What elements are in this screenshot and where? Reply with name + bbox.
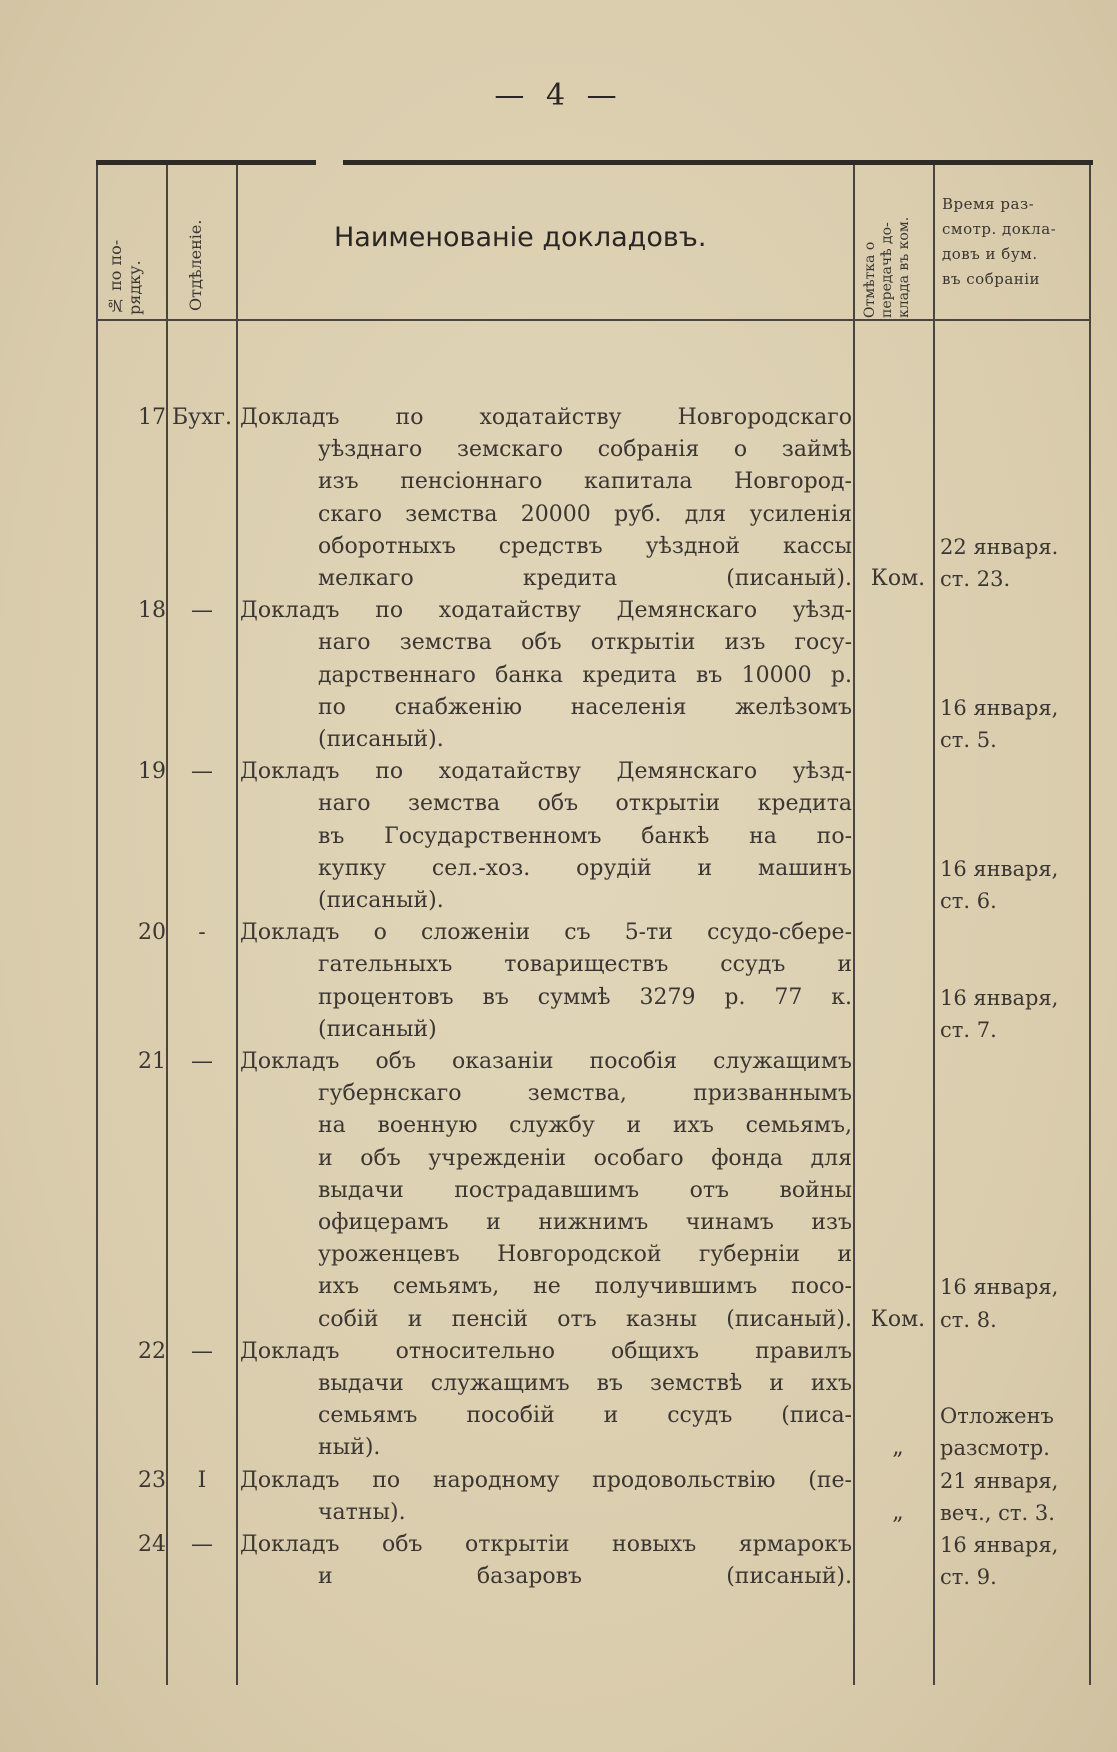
row-department: I bbox=[197, 1467, 207, 1493]
row-time: 16 января, bbox=[940, 985, 1059, 1010]
report-title-line: Докладъ по ходатайству Новгородскаго bbox=[240, 405, 852, 430]
report-title-line: ихъ семьямъ, не получившимъ посо- bbox=[318, 1274, 852, 1300]
header-num: № по по- рядку. bbox=[106, 239, 144, 315]
report-title-line: Докладъ объ оказаніи пособія служащимъ bbox=[240, 1049, 852, 1074]
header-mark: Отмѣтка о передачѣ до- клада въ ком. bbox=[862, 216, 912, 318]
row-time: 16 января, bbox=[940, 1533, 1059, 1557]
row-department: Бухг. bbox=[171, 405, 233, 430]
row-number: 23 bbox=[138, 1467, 166, 1493]
row-time: ст. 7. bbox=[940, 1017, 997, 1042]
report-title-line: (писаный) bbox=[318, 1016, 437, 1042]
report-title-line: мелкаго кредита (писаный). bbox=[318, 566, 852, 591]
report-title-line: наго земства объ открытіи изъ госу- bbox=[318, 630, 852, 656]
report-title-line: (писаный). bbox=[318, 727, 444, 752]
row-time: 16 января, bbox=[940, 1275, 1059, 1300]
row-time: веч., ст. 3. bbox=[940, 1500, 1055, 1525]
row-number: 24 bbox=[138, 1532, 166, 1557]
report-title-line: по снабженію населенія желѣзомъ bbox=[318, 694, 852, 720]
report-title-line: выдачи служащимъ въ земствѣ и ихъ bbox=[318, 1371, 852, 1396]
report-title-line: (писаный). bbox=[318, 888, 444, 913]
row-number: 18 bbox=[138, 598, 166, 624]
row-number: 21 bbox=[138, 1049, 166, 1074]
row-time: разсмотр. bbox=[940, 1436, 1050, 1461]
report-title-line: на военную службу и ихъ семьямъ, bbox=[318, 1113, 852, 1139]
report-title-line: Докладъ по народному продовольствію (пе- bbox=[240, 1467, 852, 1493]
report-title-line: офицерамъ и нижнимъ чинамъ изъ bbox=[318, 1210, 852, 1235]
row-committee-mark: Ком. bbox=[870, 1306, 926, 1332]
header-rule bbox=[96, 319, 1091, 321]
row-committee-mark: „ bbox=[892, 1435, 904, 1461]
report-title-line: ный). bbox=[318, 1435, 381, 1461]
row-number: 19 bbox=[138, 759, 166, 785]
row-time: ст. 5. bbox=[940, 728, 997, 752]
report-title-line: уѣзднаго земскаго собранія о займѣ bbox=[318, 437, 852, 463]
report-title-line: въ Государственномъ банкѣ на по- bbox=[318, 823, 852, 849]
row-department: — bbox=[191, 1049, 213, 1074]
header-title: Наименованіе докладовъ. bbox=[334, 222, 707, 253]
report-title-line: и объ учрежденіи особаго фонда для bbox=[318, 1145, 852, 1171]
row-time: Отложенъ bbox=[940, 1404, 1054, 1429]
row-department: - bbox=[198, 920, 206, 946]
page-number: — 4 — bbox=[494, 78, 623, 113]
report-title-line: процентовъ въ суммѣ 3279 р. 77 к. bbox=[318, 984, 852, 1010]
row-number: 20 bbox=[138, 920, 166, 946]
row-department: — bbox=[191, 598, 213, 624]
report-title-line: оборотныхъ средствъ уѣздной кассы bbox=[318, 533, 852, 559]
row-number: 17 bbox=[138, 405, 166, 430]
row-department: — bbox=[191, 759, 213, 785]
report-title-line: гательныхъ товариществъ ссудъ и bbox=[318, 952, 852, 978]
report-title-line: Докладъ по ходатайству Демянскаго уѣзд- bbox=[240, 759, 852, 785]
report-title-line: наго земства объ открытіи кредита bbox=[318, 791, 852, 817]
row-time: 22 января. bbox=[940, 534, 1059, 559]
report-title-line: выдачи пострадавшимъ отъ войны bbox=[318, 1177, 852, 1203]
row-time: ст. 23. bbox=[940, 567, 1011, 591]
report-title-line: скаго земства 20000 руб. для усиленія bbox=[318, 501, 852, 527]
report-title-line: чатны). bbox=[318, 1499, 406, 1525]
header-time: Время раз- смотр. докла- довъ и бум. въ собраніи bbox=[942, 195, 1057, 288]
report-title-line: купку сел.-хоз. орудій и машинъ bbox=[318, 855, 852, 881]
row-time: ст. 9. bbox=[940, 1565, 997, 1590]
column-divider bbox=[1089, 165, 1091, 1685]
row-time: 16 января, bbox=[940, 856, 1059, 881]
row-department: — bbox=[191, 1532, 213, 1557]
row-time: 16 января, bbox=[940, 695, 1059, 720]
header-dept: Отдѣленіе. bbox=[186, 219, 205, 311]
row-department: — bbox=[191, 1338, 213, 1364]
row-time: ст. 8. bbox=[940, 1307, 997, 1332]
report-title-line: изъ пенсіоннаго капитала Новгород- bbox=[318, 469, 852, 495]
report-title-line: дарственнаго банка кредита въ 10000 р. bbox=[318, 662, 852, 688]
report-title-line: и базаровъ (писаный). bbox=[318, 1564, 852, 1590]
report-title-line: Докладъ по ходатайству Демянскаго уѣзд- bbox=[240, 598, 852, 624]
row-time: 21 января, bbox=[940, 1468, 1059, 1493]
row-time: ст. 6. bbox=[940, 889, 997, 913]
report-title-line: уроженцевъ Новгородской губерніи и bbox=[318, 1242, 852, 1268]
row-number: 22 bbox=[138, 1338, 166, 1364]
report-title-line: Докладъ относительно общихъ правилъ bbox=[240, 1338, 852, 1364]
column-divider bbox=[853, 165, 855, 1685]
report-title-line: Докладъ объ открытіи новыхъ ярмарокъ bbox=[240, 1532, 852, 1557]
report-title-line: Докладъ о сложеніи съ 5-ти ссудо-сбере- bbox=[240, 920, 852, 946]
report-title-line: собій и пенсій отъ казны (писаный). bbox=[318, 1306, 852, 1332]
row-committee-mark: Ком. bbox=[870, 566, 926, 591]
report-title-line: семьямъ пособій и ссудъ (писа- bbox=[318, 1403, 852, 1429]
row-committee-mark: „ bbox=[892, 1499, 904, 1525]
report-title-line: губернскаго земства, призваннымъ bbox=[318, 1081, 852, 1107]
